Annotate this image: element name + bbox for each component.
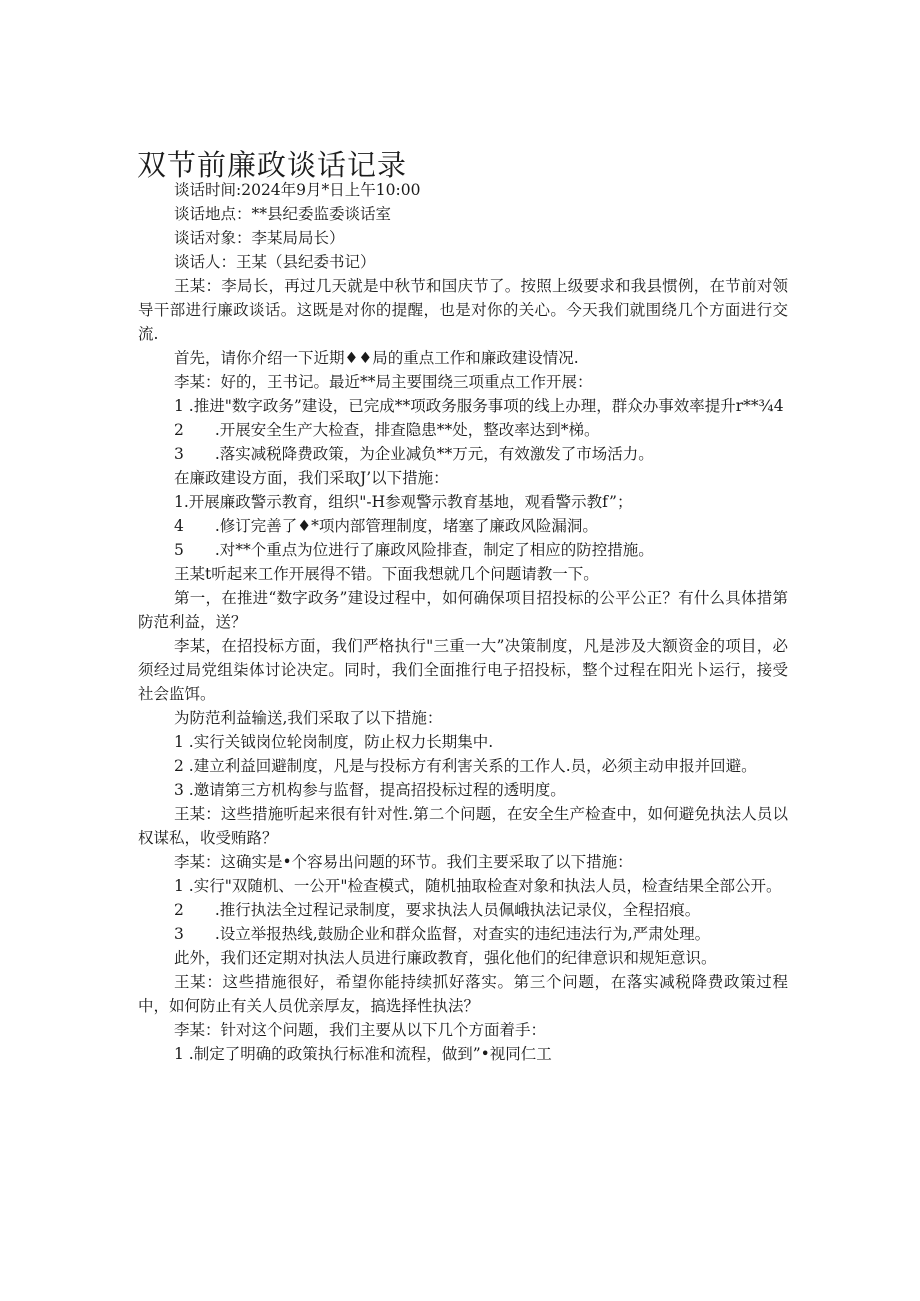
paragraph: 5 .对**个重点为位进行了廉政风险排查，制定了相应的防控措施。 <box>174 541 654 559</box>
paragraph: 1 .推进"数字政务”建设，已完成**项政务服务事项的线上办理，群众办事效率提升r**¾4 <box>174 397 784 415</box>
paragraph: 李某：这确实是•个容易出问题的环节。我们主要采取了以下措施： <box>174 853 633 871</box>
paragraph: 2 .开展安全生产大检查，排查隐患**处，整改率达到*梯。 <box>174 421 600 439</box>
paragraph: 2 .推行执法全过程记录制度，要求执法人员佩峨执法记录仪，全程招痕。 <box>174 901 701 919</box>
paragraph: 谈话对象：李某局局长） <box>174 229 345 247</box>
paragraph: 4 .修订完善了♦*项内部管理制度，堵塞了廉政风险漏洞。 <box>174 517 598 535</box>
paragraph: 首先，请你介绍一下近期♦♦局的重点工作和廉政建设情况. <box>174 349 579 367</box>
paragraph: 1 .实行关钺岗位轮岗制度，防止权力长期集中. <box>174 733 494 751</box>
document-title: 双节前廉政谈话记录 <box>137 148 408 183</box>
paragraph: 王某：这些措施很好，希望你能持续抓好落实。第三个问题，在落实减税降费政策过程中，如何防止有关人员优亲厚友，搞选择性执法？ <box>138 973 788 1015</box>
paragraph: 谈话地点：**县纪委监委谈话室 <box>174 205 392 223</box>
paragraph: 为防范利益输送,我们采取了以下措施： <box>174 709 443 727</box>
paragraph: 在廉政建设方面，我们采取J’以下措施： <box>174 469 449 487</box>
paragraph: 此外，我们还定期对执法人员进行廉政教育，强化他们的纪律意识和规矩意识。 <box>174 949 717 967</box>
paragraph: 第一，在推进“数字政务”建设过程中，如何确保项目招投标的公平公正？有什么具体措第防范利益，送？ <box>138 589 788 631</box>
paragraph: 2 .建立利益回避制度，凡是与投标方有利害关系的工作人.员，必须主动申报并回避。 <box>174 757 757 775</box>
document-body <box>138 178 788 1066</box>
paragraph: 1.开展廉政警示教育，组织"-H参观警示教育基地，观看警示教f”； <box>174 493 633 511</box>
paragraph: 3 .邀请第三方机构参与监督，提高招投标过程的透明度。 <box>174 781 566 799</box>
paragraph: 谈话人：王某（县纪委书记） <box>174 253 376 271</box>
paragraph: 李某：针对这个问题，我们主要从以下几个方面着手： <box>174 1021 547 1039</box>
paragraph: 王某：这些措施听起来很有针对性.第二个问题，在安全生产检查中，如何避免执法人员以权谋私，收受贿路？ <box>138 805 788 847</box>
paragraph: 3 .落实减税降费政策，为企业减负**万元，有效激发了市场活力。 <box>174 445 654 463</box>
paragraph: 李某：好的，王书记。最近**局主要围绕三项重点工作开展： <box>174 373 593 391</box>
paragraph: 1 .实行"双随机、一公开"检查模式，随机抽取检查对象和执法人员，检查结果全部公开。 <box>174 877 782 895</box>
paragraph: 3 .设立举报热线,鼓励企业和群众监督，对查实的违纪违法行为,严肃处理。 <box>174 925 711 943</box>
paragraph: 王某t听起来工作开展得不错。下面我想就几个问题请教一下。 <box>174 565 599 583</box>
paragraph: 1 .制定了明确的政策执行标准和流程，做到”•视同仁工 <box>174 1045 552 1063</box>
paragraph: 李某，在招投标方面，我们严格执行"三重一大”决策制度，凡是涉及大额资金的项目，必须经过局党组柒体讨论决定。同时，我们全面推行电子招投标，整个过程在阳光卜运行，接受社会监饵。 <box>138 637 788 703</box>
paragraph: 王某：李局长，再过几天就是中秋节和国庆节了。按照上级要求和我县惯例，在节前对领导干部进行廉政谈话。这既是对你的提醒，也是对你的关心。今天我们就围绕几个方面进行交流. <box>138 277 788 343</box>
paragraph: 谈话时间:2024年9月*日上午10:00 <box>174 181 421 199</box>
